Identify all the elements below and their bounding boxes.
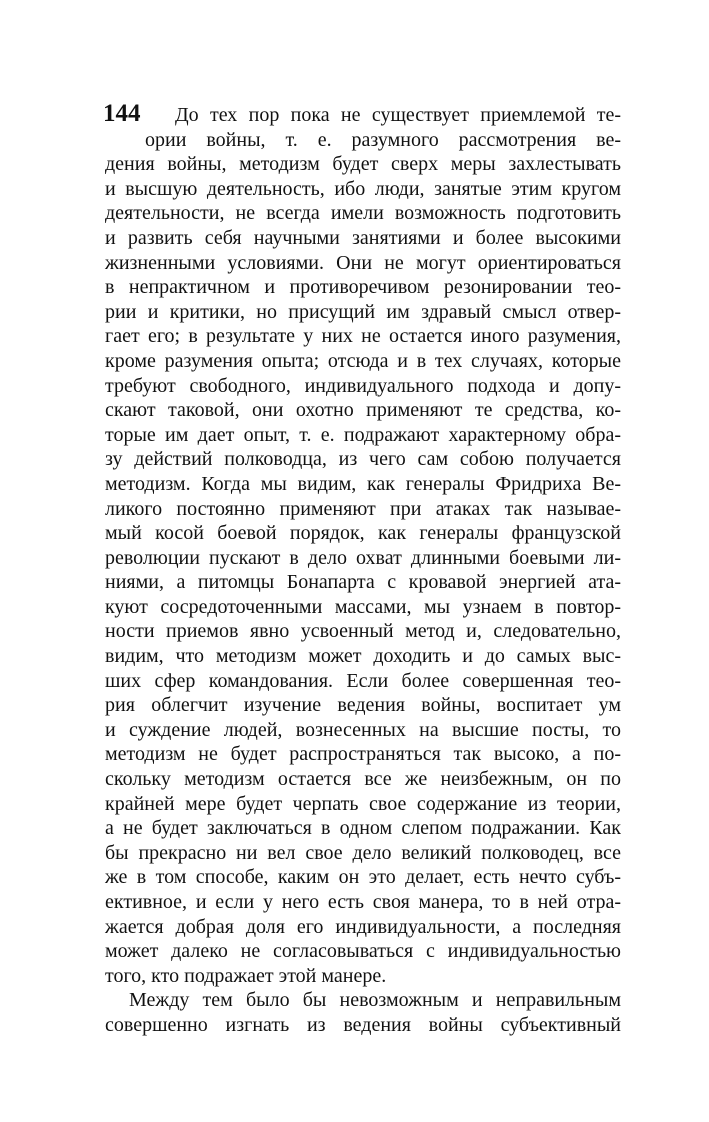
text-line: мый косой боевой порядок, как генералы французской (105, 522, 621, 545)
text-line: гает его; в результате у них не остается иного разумения, (105, 325, 621, 348)
text-line: куют сосредоточенными массами, мы узнаем в повтор- (105, 595, 621, 618)
text-line: рии и критики, но присущий им здравый смысл отвер- (105, 300, 621, 323)
text-line: методизм. Когда мы видим, как генералы Фридриха Ве- (105, 472, 621, 495)
text-line: ликого постоянно применяют при атаках так называе- (105, 497, 621, 520)
text-line: кроме разумения опыта; отсюда и в тех случаях, которые (105, 349, 621, 372)
text-line: ниями, а питомцы Бонапарта с кровавой энергией ата- (105, 571, 621, 594)
text-line: революции пускают в дело охват длинными боевыми ли- (105, 546, 621, 569)
text-line: и развить себя научными занятиями и более высокими (105, 226, 621, 249)
text-line: бы прекрасно ни вел свое дело великий полководец, все (105, 841, 621, 864)
text-line: До тех пор пока не существует приемлемой те- (175, 104, 621, 126)
text-line: методизм не будет распространяться так высоко, а по- (105, 743, 621, 766)
page-number: 144 (103, 100, 141, 127)
text-line: торые им дает опыт, т. е. подражают характерному обра- (105, 423, 621, 446)
text-line: ории войны, т. е. разумного рассмотрения ве- (145, 128, 621, 151)
text-line: же в том способе, каким он это делает, есть нечто субъ- (105, 866, 621, 889)
text-line: и высшую деятельность, ибо люди, занятые этим кругом (105, 177, 621, 200)
text-line: скольку методизм остается все же неизбежным, он по (105, 768, 621, 791)
text-line: видим, что методизм может доходить и до самых выс- (105, 645, 621, 668)
text-line: а не будет заключаться в одном слепом подражании. Как (105, 817, 621, 840)
text-line: жается добрая доля его индивидуальности, а последняя (105, 915, 621, 938)
text-line: Между тем было бы невозможным и неправильным (129, 989, 621, 1012)
text-line: ших сфер командования. Если более совершенная тео- (105, 669, 621, 692)
text-line: того, кто подражает этой манере. (105, 964, 387, 987)
text-line: ективное, и если у него есть своя манера, то в ней отра- (105, 891, 621, 913)
text-line: и суждение людей, вознесенных на высшие посты, то (105, 718, 621, 741)
text-line: может далеко не согласовываться с индивидуальностью (105, 940, 621, 963)
text-line: совершенно изгнать из ведения войны субъективный (105, 1013, 621, 1036)
text-line: рия облегчит изучение ведения войны, воспитает ум (105, 694, 621, 717)
text-line: зу действий полководца, из чего сам собою получается (105, 448, 621, 471)
text-line: крайней мере будет черпать свое содержание из теории, (105, 792, 621, 815)
text-line: скают таковой, они охотно применяют те средства, ко- (105, 399, 621, 422)
text-line: деятельности, не всегда имели возможность подготовить (105, 202, 621, 225)
text-line: требуют свободного, индивидуального подхода и допу- (105, 374, 621, 397)
text-line: ности приемов явно усвоенный метод и, следовательно, (105, 620, 621, 643)
text-line: дения войны, методизм будет сверх меры захлестывать (105, 153, 621, 176)
body-text (105, 103, 621, 1038)
text-line: жизненными условиями. Они не могут ориентироваться (105, 251, 621, 274)
text-line: в непрактичном и противоречивом резонировании тео- (105, 276, 621, 299)
